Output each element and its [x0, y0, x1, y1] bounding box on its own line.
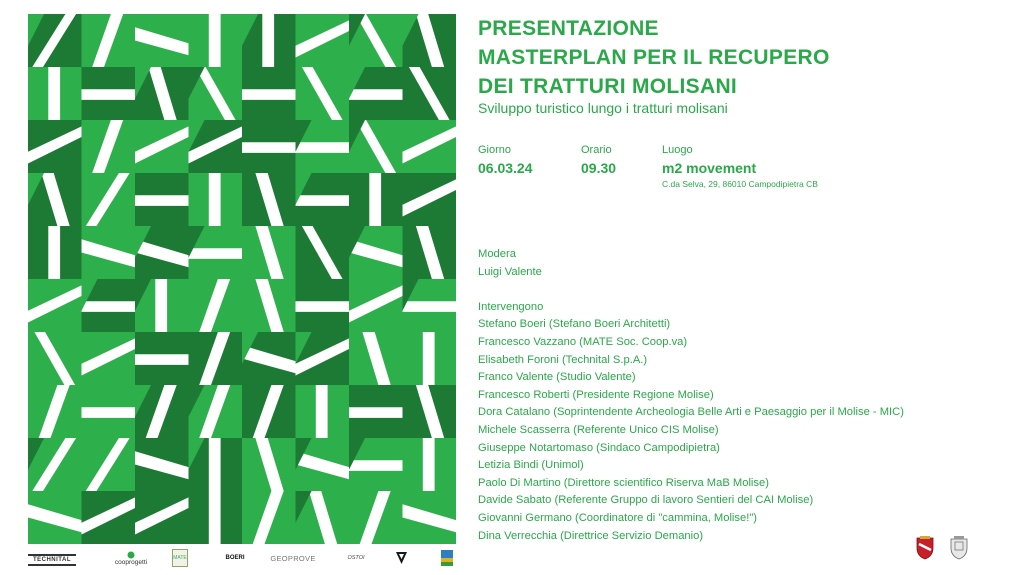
place-address: C.da Selva, 29, 86010 Campodipietra CB [662, 179, 818, 189]
speakers-label: Intervengono [478, 300, 544, 313]
speaker-item: Francesco Roberti (Presidente Regione Molise) [478, 388, 714, 401]
pattern-stripe [349, 407, 403, 418]
pattern-stripe [82, 89, 136, 100]
event-subtitle: Sviluppo turistico lungo i tratturi molisani [478, 100, 728, 116]
molise-crest-icon [915, 536, 935, 560]
pattern-stripe [209, 491, 221, 544]
program-people [478, 246, 904, 545]
pattern-stripe [296, 195, 350, 206]
title-line-3: DEI TRATTURI MOLISANI [478, 75, 738, 98]
pattern-stripe [369, 173, 381, 226]
pattern-stripe [82, 407, 136, 418]
shield-icon [394, 548, 408, 568]
technital-logo: TECHNITAL [28, 554, 76, 566]
pattern-stripe [262, 14, 274, 67]
moderator-label: Modera [478, 248, 516, 260]
pattern-stripe [242, 142, 296, 153]
pattern-stripe [135, 354, 189, 365]
time-value: 09.30 [581, 160, 617, 176]
pattern-stripe [349, 460, 403, 471]
cooprogetti-mark-icon [127, 551, 135, 559]
pattern-stripe [155, 279, 167, 332]
date-value: 06.03.24 [478, 160, 533, 176]
date-block [478, 144, 533, 176]
geoprove-logo: GEOPROVE [270, 553, 316, 563]
pattern-stripe [423, 438, 435, 491]
speaker-item: Giovanni Germano (Coordinatore di "cammina, Molise!") [478, 511, 758, 524]
pattern-stripe [316, 385, 328, 438]
pattern-stripe [82, 301, 136, 312]
title-line-1: PRESENTAZIONE [478, 17, 659, 40]
time-block [581, 144, 616, 176]
ostoi-logo: OSTOI [347, 555, 365, 561]
speaker-item: Elisabeth Foroni (Technital S.p.A.) [478, 353, 648, 366]
pattern-stripe [423, 332, 435, 385]
pattern-stripe [209, 14, 221, 67]
pattern-stripe [48, 67, 60, 120]
region-flag-icon [440, 548, 454, 568]
pattern-stripe [296, 301, 350, 312]
place-value: m2 movement [662, 160, 757, 176]
campodipietra-crest-icon [949, 536, 969, 560]
mate-logo: MATE [172, 549, 188, 567]
pattern-stripe [209, 173, 221, 226]
date-label: Giorno [478, 144, 512, 156]
place-label: Luogo [662, 144, 693, 156]
speaker-item: Stefano Boeri (Stefano Boeri Architetti) [478, 318, 671, 331]
speaker-item: Dora Catalano (Soprintendente Archeologia Belle Arti e Paesaggio per il Molise - MIC) [478, 406, 904, 419]
speaker-item: Paolo Di Martino (Direttore scientifico Riserva MaB Molise) [478, 476, 769, 489]
pattern-stripe [48, 226, 60, 279]
speaker-item: Davide Sabato (Referente Gruppo di lavoro Sentieri del CAI Molise) [478, 494, 814, 507]
cooprogetti-label: cooprogetti [114, 558, 148, 566]
speaker-item: Franco Valente (Studio Valente) [478, 371, 636, 384]
pattern-stripe [349, 89, 403, 100]
decorative-tile-pattern [28, 14, 456, 544]
pattern-stripe [403, 301, 457, 312]
place-block [662, 144, 818, 189]
speaker-item: Letizia Bindi (Unimol) [478, 459, 584, 472]
cooprogetti-logo [106, 548, 156, 568]
event-title [478, 14, 830, 101]
pattern-stripe [135, 195, 189, 206]
speaker-item: Dina Verrecchia (Direttrice Servizio Demanio) [478, 529, 704, 542]
moderator-name: Luigi Valente [478, 265, 542, 278]
speaker-item: Michele Scasserra (Referente Unico CIS Molise) [478, 423, 719, 436]
speaker-item: Giuseppe Notartomaso (Sindaco Campodipietra) [478, 441, 720, 454]
pattern-stripe [209, 438, 221, 491]
boeri-logo: BOERI [225, 555, 245, 561]
partner-logos [28, 548, 456, 568]
title-line-2: MASTERPLAN PER IL RECUPERO [478, 46, 830, 69]
time-label: Orario [581, 144, 612, 156]
speaker-item: Francesco Vazzano (MATE Soc. Coop.va) [478, 335, 688, 348]
spacer [478, 281, 904, 299]
pattern-stripe [242, 89, 296, 100]
pattern-stripe [189, 248, 243, 259]
pattern-stripe [296, 142, 350, 153]
